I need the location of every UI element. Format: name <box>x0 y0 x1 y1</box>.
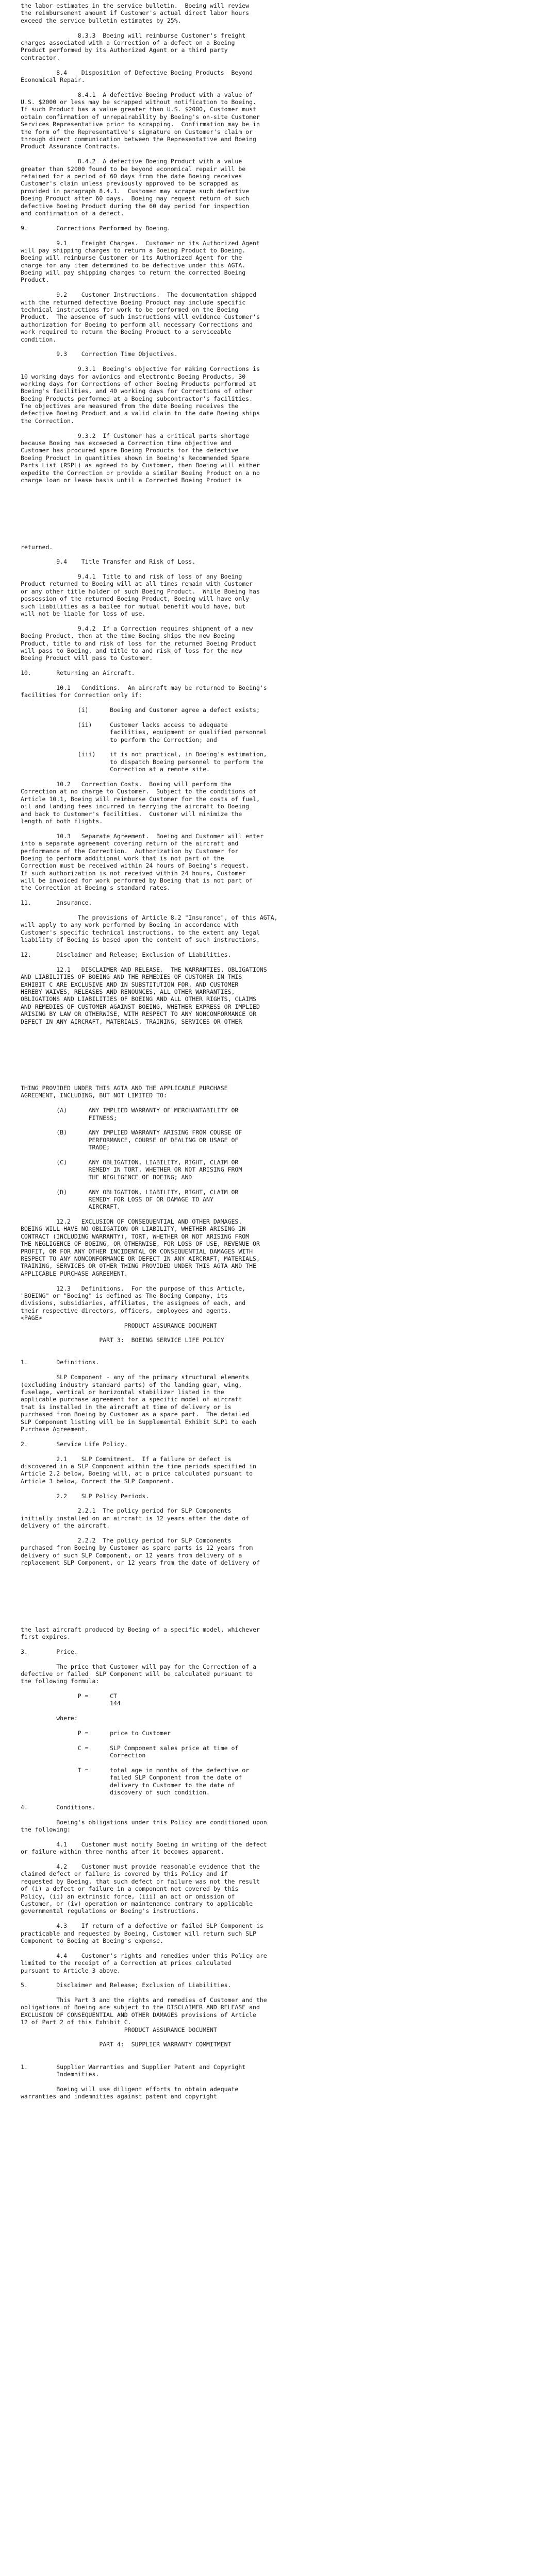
text-line: Boeing Product in quantities shown in Boeing's Recommended Spare <box>21 454 250 462</box>
text-line: (i) Boeing and Customer agree a defect exists; <box>21 706 260 714</box>
text-line: with the returned defective Boeing Product may include specific <box>21 298 246 306</box>
text-line: the following formula: <box>21 1677 100 1685</box>
text-line: expedite the Correction or provide a similar Boeing Product on a no <box>21 469 260 477</box>
text-line: 9.1 Freight Charges. Customer or its Authorized Agent <box>21 239 260 247</box>
blank-line <box>21 1707 523 1715</box>
text-line: Boeing Products performed at a Boeing subcontractor's facilities. <box>21 395 253 402</box>
text-line: Services Representative prior to scrapping. Confirmation may be in <box>21 121 260 128</box>
text-line: first expires. <box>21 1633 71 1640</box>
text-line: Article 2.2 below, Boeing will, at a price calculated pursuant to <box>21 1470 253 1478</box>
blank-line <box>21 1974 523 1981</box>
blank-line <box>21 1344 523 1351</box>
text-line: 12.1 DISCLAIMER AND RELEASE. THE WARRANTIES, OBLIGATIONS <box>21 965 267 973</box>
text-line: Product, title to and risk of loss for the returned Boeing Product <box>21 639 256 647</box>
text-line: Correction must be received within 24 hours of Boeing's request. <box>21 862 250 870</box>
text-line: (C) ANY OBLIGATION, LIABILITY, RIGHT, CLAIM OR <box>21 1158 239 1166</box>
text-line: 10 working days for avionics and electronic Boeing Products, 30 <box>21 372 246 380</box>
text-line: defective Boeing Product during the 60 day period for inspection <box>21 202 250 210</box>
text-line: condition. <box>21 335 57 343</box>
text-line: Boeing will use diligent efforts to obtain adequate <box>21 2085 239 2093</box>
text-line: Product performed by its Authorized Agent or a third party <box>21 46 228 54</box>
blank-line <box>21 1485 523 1492</box>
text-line: purchased from Boeing by Customer as spare parts is 12 years from <box>21 1544 253 1552</box>
blank-line <box>21 1737 523 1744</box>
blank-line <box>21 499 523 506</box>
blank-line <box>21 506 523 514</box>
text-line: authorization for Boeing to perform all necessary Corrections and <box>21 320 253 328</box>
blank-line <box>21 743 523 751</box>
blank-line <box>21 1025 523 1032</box>
blank-line <box>21 1055 523 1062</box>
text-line: performance of the Correction. Authorization by Customer for <box>21 847 239 855</box>
text-line: 2.2.1 The policy period for SLP Components <box>21 1507 232 1515</box>
text-line: DEFECT IN ANY AIRCRAFT, MATERIALS, TRAINING, SERVICES OR OTHER <box>21 1018 242 1025</box>
text-line: of (i) a defect or failure in a component not covered by this <box>21 1885 239 1893</box>
text-line: purchased from Boeing by Customer as a spare part. The detailed <box>21 1411 250 1418</box>
blank-line <box>21 1062 523 1070</box>
text-line: facilities, equipment or qualified personnel <box>21 728 267 736</box>
text-line: applicable purchase agreement for a specific model of aircraft <box>21 1396 242 1403</box>
text-line: Boeing Product, then at the time Boeing ships the new Boeing <box>21 632 235 640</box>
text-line: provided in paragraph 8.4.1. Customer may scrape such defective <box>21 187 250 195</box>
blank-line <box>21 1077 523 1084</box>
text-line: will apply to any work performed by Boeing in accordance with <box>21 921 239 929</box>
text-line: THING PROVIDED UNDER THIS AGTA AND THE APPLICABLE PURCHASE <box>21 1084 228 1092</box>
text-line: (D) ANY OBLIGATION, LIABILITY, RIGHT, CLAIM OR <box>21 1188 239 1196</box>
text-line: PART 4: SUPPLIER WARRANTY COMMITMENT <box>21 2041 232 2048</box>
blank-line <box>21 529 523 536</box>
text-line: Boeing's facilities, and 40 working days for Corrections of other <box>21 387 253 395</box>
text-line: governmental regulations or Boeing's instructions. <box>21 1907 200 1915</box>
blank-line <box>21 1181 523 1188</box>
text-line: Product returned to Boeing will at all times remain with Customer <box>21 580 253 588</box>
blank-line <box>21 514 523 521</box>
text-line: claimed defect or failure is covered by this Policy and if <box>21 1870 228 1878</box>
text-line: 1. Supplier Warranties and Supplier Patent and Copyright <box>21 2063 246 2071</box>
text-line: Customer's specific technical instructions, to the extent any legal <box>21 928 260 936</box>
blank-line <box>21 425 523 432</box>
text-line: AND REMEDIES OF CUSTOMER AGAINST BOEING, WHETHER EXPRESS OR IMPLIED <box>21 1003 260 1010</box>
text-line: CONTRACT (INCLUDING WARRANTY), TORT, WHETHER OR NOT ARISING FROM <box>21 1232 250 1240</box>
blank-line <box>21 1032 523 1040</box>
blank-line <box>21 892 523 899</box>
blank-line <box>21 1500 523 1507</box>
text-line: Boeing will pay shipping charges to return the corrected Boeing <box>21 269 246 277</box>
blank-line <box>21 1589 523 1596</box>
text-line: limited to the receipt of a Correction at prices calculated <box>21 1959 232 1967</box>
blank-line <box>21 699 523 706</box>
text-line: 11. Insurance. <box>21 899 92 907</box>
blank-line <box>21 944 523 951</box>
blank-line <box>21 958 523 965</box>
text-line: Component to Boeing at Boeing's expense. <box>21 1937 163 1944</box>
text-line: will not be liable for loss of use. <box>21 610 146 618</box>
blank-line <box>21 1566 523 1573</box>
text-line: P = price to Customer <box>21 1730 171 1737</box>
text-line: THE NEGLIGENCE OF BOEING; AND <box>21 1173 192 1181</box>
blank-line <box>21 1433 523 1440</box>
text-line: discovered in a SLP Component within the time periods specified in <box>21 1462 256 1470</box>
text-line: Product. <box>21 276 50 284</box>
text-line: 4.2 Customer must provide reasonable evidence that the <box>21 1863 260 1871</box>
text-line: U.S. $2000 or less may be scrapped without notification to Boeing. <box>21 98 256 106</box>
text-line: AIRCRAFT. <box>21 1203 121 1211</box>
text-line: working days for Corrections of other Boeing Products performed at <box>21 380 256 387</box>
text-line: discovery of such condition. <box>21 1789 210 1797</box>
blank-line <box>21 2033 523 2041</box>
text-line: Policy, (ii) an extrinsic force, (iii) an act or omission of <box>21 1892 235 1900</box>
text-line: T = total age in months of the defective or <box>21 1766 250 1774</box>
text-line: BOEING WILL HAVE NO OBLIGATION OR LIABILITY, WHETHER ARISING IN <box>21 1225 246 1233</box>
text-line: 144 <box>21 1700 121 1707</box>
text-line: such liabilities as a bailee for mutual benefit would have, but <box>21 602 246 610</box>
text-line: OBLIGATIONS AND LIABILITIES OF BOEING AND ALL OTHER RIGHTS, CLAIMS <box>21 995 256 1003</box>
blank-line <box>21 1603 523 1611</box>
text-line: Purchase Agreement. <box>21 1426 89 1433</box>
blank-line <box>21 521 523 528</box>
blank-line <box>21 1722 523 1730</box>
text-line: APPLICABLE PURCHASE AGREEMENT. <box>21 1269 128 1277</box>
text-line: fuselage, vertical or horizontal stabilizer listed in the <box>21 1388 224 1396</box>
text-line: work required to return the Boeing Product to a serviceable <box>21 328 232 336</box>
text-line: will pay shipping charges to return a Boeing Product to Boeing. <box>21 246 246 254</box>
text-line: and confirmation of a defect. <box>21 209 124 217</box>
text-line: 4.1 Customer must notify Boeing in writing of the defect <box>21 1840 267 1848</box>
text-line: delivery to Customer to the date of <box>21 1781 235 1789</box>
text-line: Article 10.1, Boeing will reimburse Customer for the costs of fuel, <box>21 795 260 803</box>
text-line: 8.4.2 A defective Boeing Product with a value <box>21 158 242 165</box>
text-line: "BOEING" or "Boeing" is defined as The Boeing Company, its <box>21 1292 228 1299</box>
blank-line <box>21 1685 523 1692</box>
blank-line <box>21 1151 523 1159</box>
text-line: where: <box>21 1715 78 1722</box>
text-line: 12. Disclaimer and Release; Exclusion of Liabilities. <box>21 951 232 958</box>
text-line: through direct communication between the Representative and Boeing <box>21 135 256 143</box>
text-line: will pass to Boeing, and title to and risk of loss for the new <box>21 647 242 654</box>
blank-line <box>21 1611 523 1618</box>
text-line: AGREEMENT, INCLUDING, BUT NOT LIMITED TO: <box>21 1092 167 1099</box>
blank-line <box>21 1329 523 1336</box>
blank-line <box>21 1596 523 1603</box>
text-line: practicable and requested by Boeing, Customer will return such SLP <box>21 1929 256 1937</box>
text-line: Customer, or (iv) operation or maintenance contrary to applicable <box>21 1900 253 1907</box>
text-line: the form of the Representative's signature on Customer's claim or <box>21 128 253 135</box>
text-line: Correction <box>21 1752 146 1759</box>
text-line: <PAGE> <box>21 1314 42 1322</box>
text-line: 8.4.1 A defective Boeing Product with a value of <box>21 91 253 98</box>
text-line: 9.3.1 Boeing's objective for making Corrections is <box>21 365 260 373</box>
text-line: 9. Corrections Performed by Boeing. <box>21 224 171 232</box>
blank-line <box>21 2078 523 2085</box>
blank-line <box>21 150 523 158</box>
text-line: that is installed in the aircraft at time of delivery or is <box>21 1403 232 1411</box>
text-line: (A) ANY IMPLIED WARRANTY OF MERCHANTABILITY OR <box>21 1107 239 1114</box>
blank-line <box>21 566 523 573</box>
text-line: 1. Definitions. <box>21 1359 100 1366</box>
text-line: Customer's claim unless previously approved to be scrapped as <box>21 180 239 188</box>
text-line: 9.4.2 If a Correction requires shipment of a new <box>21 624 253 632</box>
text-line: If such authorization is not received within 24 hours, Customer <box>21 869 246 877</box>
text-line: EXHIBIT C ARE EXCLUSIVE AND IN SUBSTITUTION FOR, AND CUSTOMER <box>21 980 239 988</box>
blank-line <box>21 358 523 365</box>
text-line: the Correction. <box>21 417 74 425</box>
text-line: 8.4 Disposition of Defective Boeing Products Beyond <box>21 69 253 76</box>
blank-line <box>21 551 523 558</box>
text-line: 8.3.3 Boeing will reimburse Customer's freight <box>21 31 246 39</box>
blank-line <box>21 1047 523 1055</box>
text-line: SLP Component - any of the primary structural elements <box>21 1374 250 1381</box>
blank-line <box>21 83 523 91</box>
text-line: Boeing to perform additional work that is not part of the <box>21 854 224 862</box>
text-line: into a separate agreement covering return of the aircraft and <box>21 840 239 848</box>
text-line: REMEDY FOR LOSS OF OR DAMAGE TO ANY <box>21 1195 213 1203</box>
text-line: 10. Returning an Aircraft. <box>21 669 135 677</box>
blank-line <box>21 907 523 914</box>
blank-line <box>21 662 523 669</box>
blank-line <box>21 1618 523 1625</box>
text-line: defective or failed SLP Component will be calculated pursuant to <box>21 1670 253 1677</box>
text-line: (excluding industry standard parts) of the landing gear, wing, <box>21 1381 242 1388</box>
text-line: and back to Customer's facilities. Customer will minimize the <box>21 810 242 818</box>
text-line: PRODUCT ASSURANCE DOCUMENT <box>21 1321 217 1329</box>
blank-line <box>21 1640 523 1648</box>
blank-line <box>21 1581 523 1588</box>
blank-line <box>21 617 523 624</box>
text-line: the following: <box>21 1826 71 1834</box>
text-line: Boeing Product after 60 days. Boeing may request return of such <box>21 195 250 202</box>
text-line: to dispatch Boeing personnel to perform the <box>21 758 263 766</box>
text-line: 9.4.1 Title to and risk of loss of any Boeing <box>21 573 242 581</box>
blank-line <box>21 1915 523 1922</box>
blank-line <box>21 1448 523 1455</box>
text-line: PERFORMANCE, COURSE OF DEALING OR USAGE OF <box>21 1136 239 1144</box>
blank-line <box>21 492 523 499</box>
text-line: 4.4 Customer's rights and remedies under this Policy are <box>21 1952 267 1959</box>
text-line: 9.3.2 If Customer has a critical parts shortage <box>21 432 250 439</box>
blank-line <box>21 1277 523 1284</box>
blank-line <box>21 677 523 684</box>
text-line: The price that Customer will pay for the Correction of a <box>21 1663 256 1670</box>
blank-line <box>21 2056 523 2063</box>
text-line: 2.2.2 The policy period for SLP Components <box>21 1536 232 1544</box>
text-line: AND LIABILITIES OF BOEING AND THE REMEDIES OF CUSTOMER IN THIS <box>21 973 242 981</box>
blank-line <box>21 1366 523 1374</box>
text-line: exceed the service bulletin estimates by 25%. <box>21 16 182 24</box>
text-line: divisions, subsidiaries, affiliates, the assignees of each, and <box>21 1299 246 1307</box>
text-line: PROFIT, OR FOR ANY OTHER INCIDENTAL OR CONSEQUENTIAL DAMAGES WITH <box>21 1247 253 1255</box>
blank-line <box>21 714 523 721</box>
text-line: TRADE; <box>21 1144 110 1151</box>
text-line: Boeing Product will pass to Customer. <box>21 654 153 662</box>
text-line: 12.3 Definitions. For the purpose of this Article, <box>21 1284 246 1292</box>
text-line: obligations of Boeing are subject to the DISCLAIMER AND RELEASE and <box>21 2004 260 2011</box>
blank-line <box>21 1655 523 1663</box>
text-line: technical instructions for work to be performed on the Boeing <box>21 306 239 314</box>
blank-line <box>21 1759 523 1767</box>
text-line: Indemnities. <box>21 2070 100 2078</box>
text-line: Article 3 below, Correct the SLP Component. <box>21 1477 174 1485</box>
blank-line <box>21 1574 523 1581</box>
text-line: 9.2 Customer Instructions. The documentation shipped <box>21 291 256 299</box>
text-line: This Part 3 and the rights and remedies of Customer and the <box>21 1996 267 2004</box>
text-line: or any other title holder of such Boeing Product. While Boeing has <box>21 587 260 595</box>
text-line: HEREBY WAIVES, RELEASES AND RENOUNCES, ALL OTHER WARRANTIES, <box>21 988 235 995</box>
blank-line <box>21 232 523 239</box>
blank-line <box>21 536 523 543</box>
blank-line <box>21 1529 523 1536</box>
text-line: PART 3: BOEING SERVICE LIFE POLICY <box>21 1336 224 1344</box>
text-line: or failure within three months after it becomes apparent. <box>21 1848 224 1856</box>
text-line: facilities for Correction only if: <box>21 691 142 699</box>
text-line: because Boeing has exceeded a Correction time objective and <box>21 439 232 447</box>
text-line: 9.4 Title Transfer and Risk of Loss. <box>21 558 196 566</box>
text-line: Parts List (RSPL) as agreed to by Customer, then Boeing will either <box>21 462 260 469</box>
text-line: oil and landing fees incurred in ferrying the aircraft to Boeing <box>21 803 250 810</box>
text-line: Product Assurance Contracts. <box>21 143 121 150</box>
text-line: replacement SLP Component, or 12 years from the date of delivery of <box>21 1559 260 1567</box>
text-line: Boeing will reimburse Customer or its Authorized Agent for the <box>21 254 242 262</box>
text-line: 10.1 Conditions. An aircraft may be returned to Boeing's <box>21 684 267 691</box>
text-line: 9.3 Correction Time Objectives. <box>21 350 178 358</box>
blank-line <box>21 1351 523 1359</box>
text-line: ARISING BY LAW OR OTHERWISE, WITH RESPECT TO ANY NONCONFORMANCE OR <box>21 1010 256 1018</box>
text-line: FITNESS; <box>21 1114 117 1122</box>
text-line: requested by Boeing, that such defect or failure was not the result <box>21 1877 260 1885</box>
text-line: charge loan or lease basis until a Corrected Boeing Product is <box>21 477 242 484</box>
text-line: obtain confirmation of unrepairability by Boeing's on-site Customer <box>21 113 260 121</box>
blank-line <box>21 825 523 832</box>
blank-line <box>21 2048 523 2056</box>
blank-line <box>21 1211 523 1218</box>
text-line: Economical Repair. <box>21 76 85 83</box>
blank-line <box>21 1833 523 1840</box>
text-line: The objectives are measured from the date Boeing receives the <box>21 402 239 410</box>
blank-line <box>21 61 523 69</box>
text-line: (iii) it is not practical, in Boeing's estimation, <box>21 751 267 758</box>
text-line: Boeing's obligations under this Policy are conditioned upon <box>21 1818 267 1826</box>
blank-line <box>21 773 523 781</box>
blank-line <box>21 1040 523 1047</box>
blank-line <box>21 1797 523 1804</box>
text-line: the labor estimates in the service bulletin. Boeing will review <box>21 2 250 9</box>
text-line: will be invoiced for work performed by Boeing that is not part of <box>21 877 253 885</box>
text-line: charges associated with a Correction of a defect on a Boeing <box>21 39 235 46</box>
text-line: If such Product has a value greater than U.S. $2000, Customer must <box>21 106 256 113</box>
blank-line <box>21 1099 523 1107</box>
text-line: PRODUCT ASSURANCE DOCUMENT <box>21 2026 217 2033</box>
blank-line <box>21 1811 523 1818</box>
text-line: 4. Conditions. <box>21 1803 96 1811</box>
text-line: delivery of such SLP Component, or 12 years from delivery of a <box>21 1551 242 1559</box>
text-line: charge for any item determined to be defective under this AGTA. <box>21 261 246 269</box>
text-line: THE NEGLIGENCE OF BOEING, OR OTHERWISE, FOR LOSS OF USE, REVENUE OR <box>21 1240 260 1248</box>
text-line: C = SLP Component sales price at time of <box>21 1744 239 1752</box>
text-line: P = CT <box>21 1692 117 1700</box>
blank-line <box>21 1122 523 1129</box>
blank-line <box>21 1944 523 1952</box>
text-line: Product. The absence of such instructions will evidence Customer's <box>21 313 260 321</box>
text-line: pursuant to Article 3 above. <box>21 1967 121 1974</box>
text-line: defective Boeing Product and a valid claim to the date Boeing ships <box>21 410 260 417</box>
blank-line <box>21 217 523 224</box>
text-line: 10.2 Correction Costs. Boeing will perform the <box>21 781 232 788</box>
blank-line <box>21 284 523 291</box>
text-line: contractor. <box>21 54 60 61</box>
text-line: REMEDY IN TORT, WHETHER OR NOT ARISING FROM <box>21 1166 242 1174</box>
text-line: retained for a period of 60 days from the date Boeing receives <box>21 172 242 180</box>
text-line: TRAINING, SERVICES OR OTHER THING PROVIDED UNDER THIS AGTA AND THE <box>21 1262 256 1270</box>
text-line: their respective directors, officers, employees and agents. <box>21 1307 232 1314</box>
blank-line <box>21 1856 523 1863</box>
text-line: 2.2 SLP Policy Periods. <box>21 1492 150 1500</box>
text-line: (B) ANY IMPLIED WARRANTY ARISING FROM COURSE OF <box>21 1129 242 1137</box>
text-line: EXCLUSION OF CONSEQUENTIAL AND OTHER DAMAGES provisions of Article <box>21 2011 256 2019</box>
blank-line <box>21 1070 523 1077</box>
text-line: greater than $2000 found to be beyond economical repair will be <box>21 165 246 173</box>
text-line: The provisions of Article 8.2 "Insurance", of this AGTA, <box>21 914 278 922</box>
text-line: 4.3 If return of a defective or failed SLP Component is <box>21 1922 263 1930</box>
text-line: liability of Boeing is based upon the content of such instructions. <box>21 936 260 944</box>
text-line: possession of the returned Boeing Product, Boeing will have only <box>21 595 250 603</box>
text-line: Correction at no charge to Customer. Subject to the conditions of <box>21 788 256 795</box>
text-line: returned. <box>21 543 53 551</box>
text-line: 2. Service Life Policy. <box>21 1440 128 1448</box>
text-line: 3. Price. <box>21 1648 78 1655</box>
text-line: Correction at a remote site. <box>21 766 210 773</box>
text-line: 12.2 EXCLUSION OF CONSEQUENTIAL AND OTHER DAMAGES. <box>21 1218 242 1226</box>
text-line: warranties and indemnities against patent and copyright <box>21 2093 217 2100</box>
text-line: the last aircraft produced by Boeing of a specific model, whichever <box>21 1625 260 1633</box>
text-line: the Correction at Boeing's standard rates. <box>21 884 171 892</box>
text-line: delivery of the aircraft. <box>21 1522 110 1530</box>
text-line: length of both flights. <box>21 817 103 825</box>
blank-line <box>21 484 523 491</box>
text-line: 2.1 SLP Commitment. If a failure or defect is <box>21 1455 232 1463</box>
text-line: 12 of Part 2 of this Exhibit C. <box>21 2019 131 2026</box>
text-line: RESPECT TO ANY NONCONFORMANCE OR DEFECT IN ANY AIRCRAFT, MATERIALS, <box>21 1255 260 1263</box>
text-line: 5. Disclaimer and Release; Exclusion of Liabilities. <box>21 1981 232 1989</box>
text-line: failed SLP Component from the date of <box>21 1774 242 1782</box>
text-line: 10.3 Separate Agreement. Boeing and Customer will enter <box>21 832 263 840</box>
text-line: initially installed on an aircraft is 12 years after the date of <box>21 1514 250 1522</box>
text-line: Customer has procured spare Boeing Products for the defective <box>21 447 239 454</box>
text-line: the reimbursement amount if Customer's actual direct labor hours <box>21 9 250 17</box>
blank-line <box>21 24 523 31</box>
text-line: (ii) Customer lacks access to adequate <box>21 721 228 728</box>
blank-line <box>21 1989 523 1996</box>
text-line: SLP Component listing will be in Supplemental Exhibit SLP1 to each <box>21 1418 256 1426</box>
text-line: to perform the Correction; and <box>21 736 217 743</box>
blank-line <box>21 343 523 350</box>
